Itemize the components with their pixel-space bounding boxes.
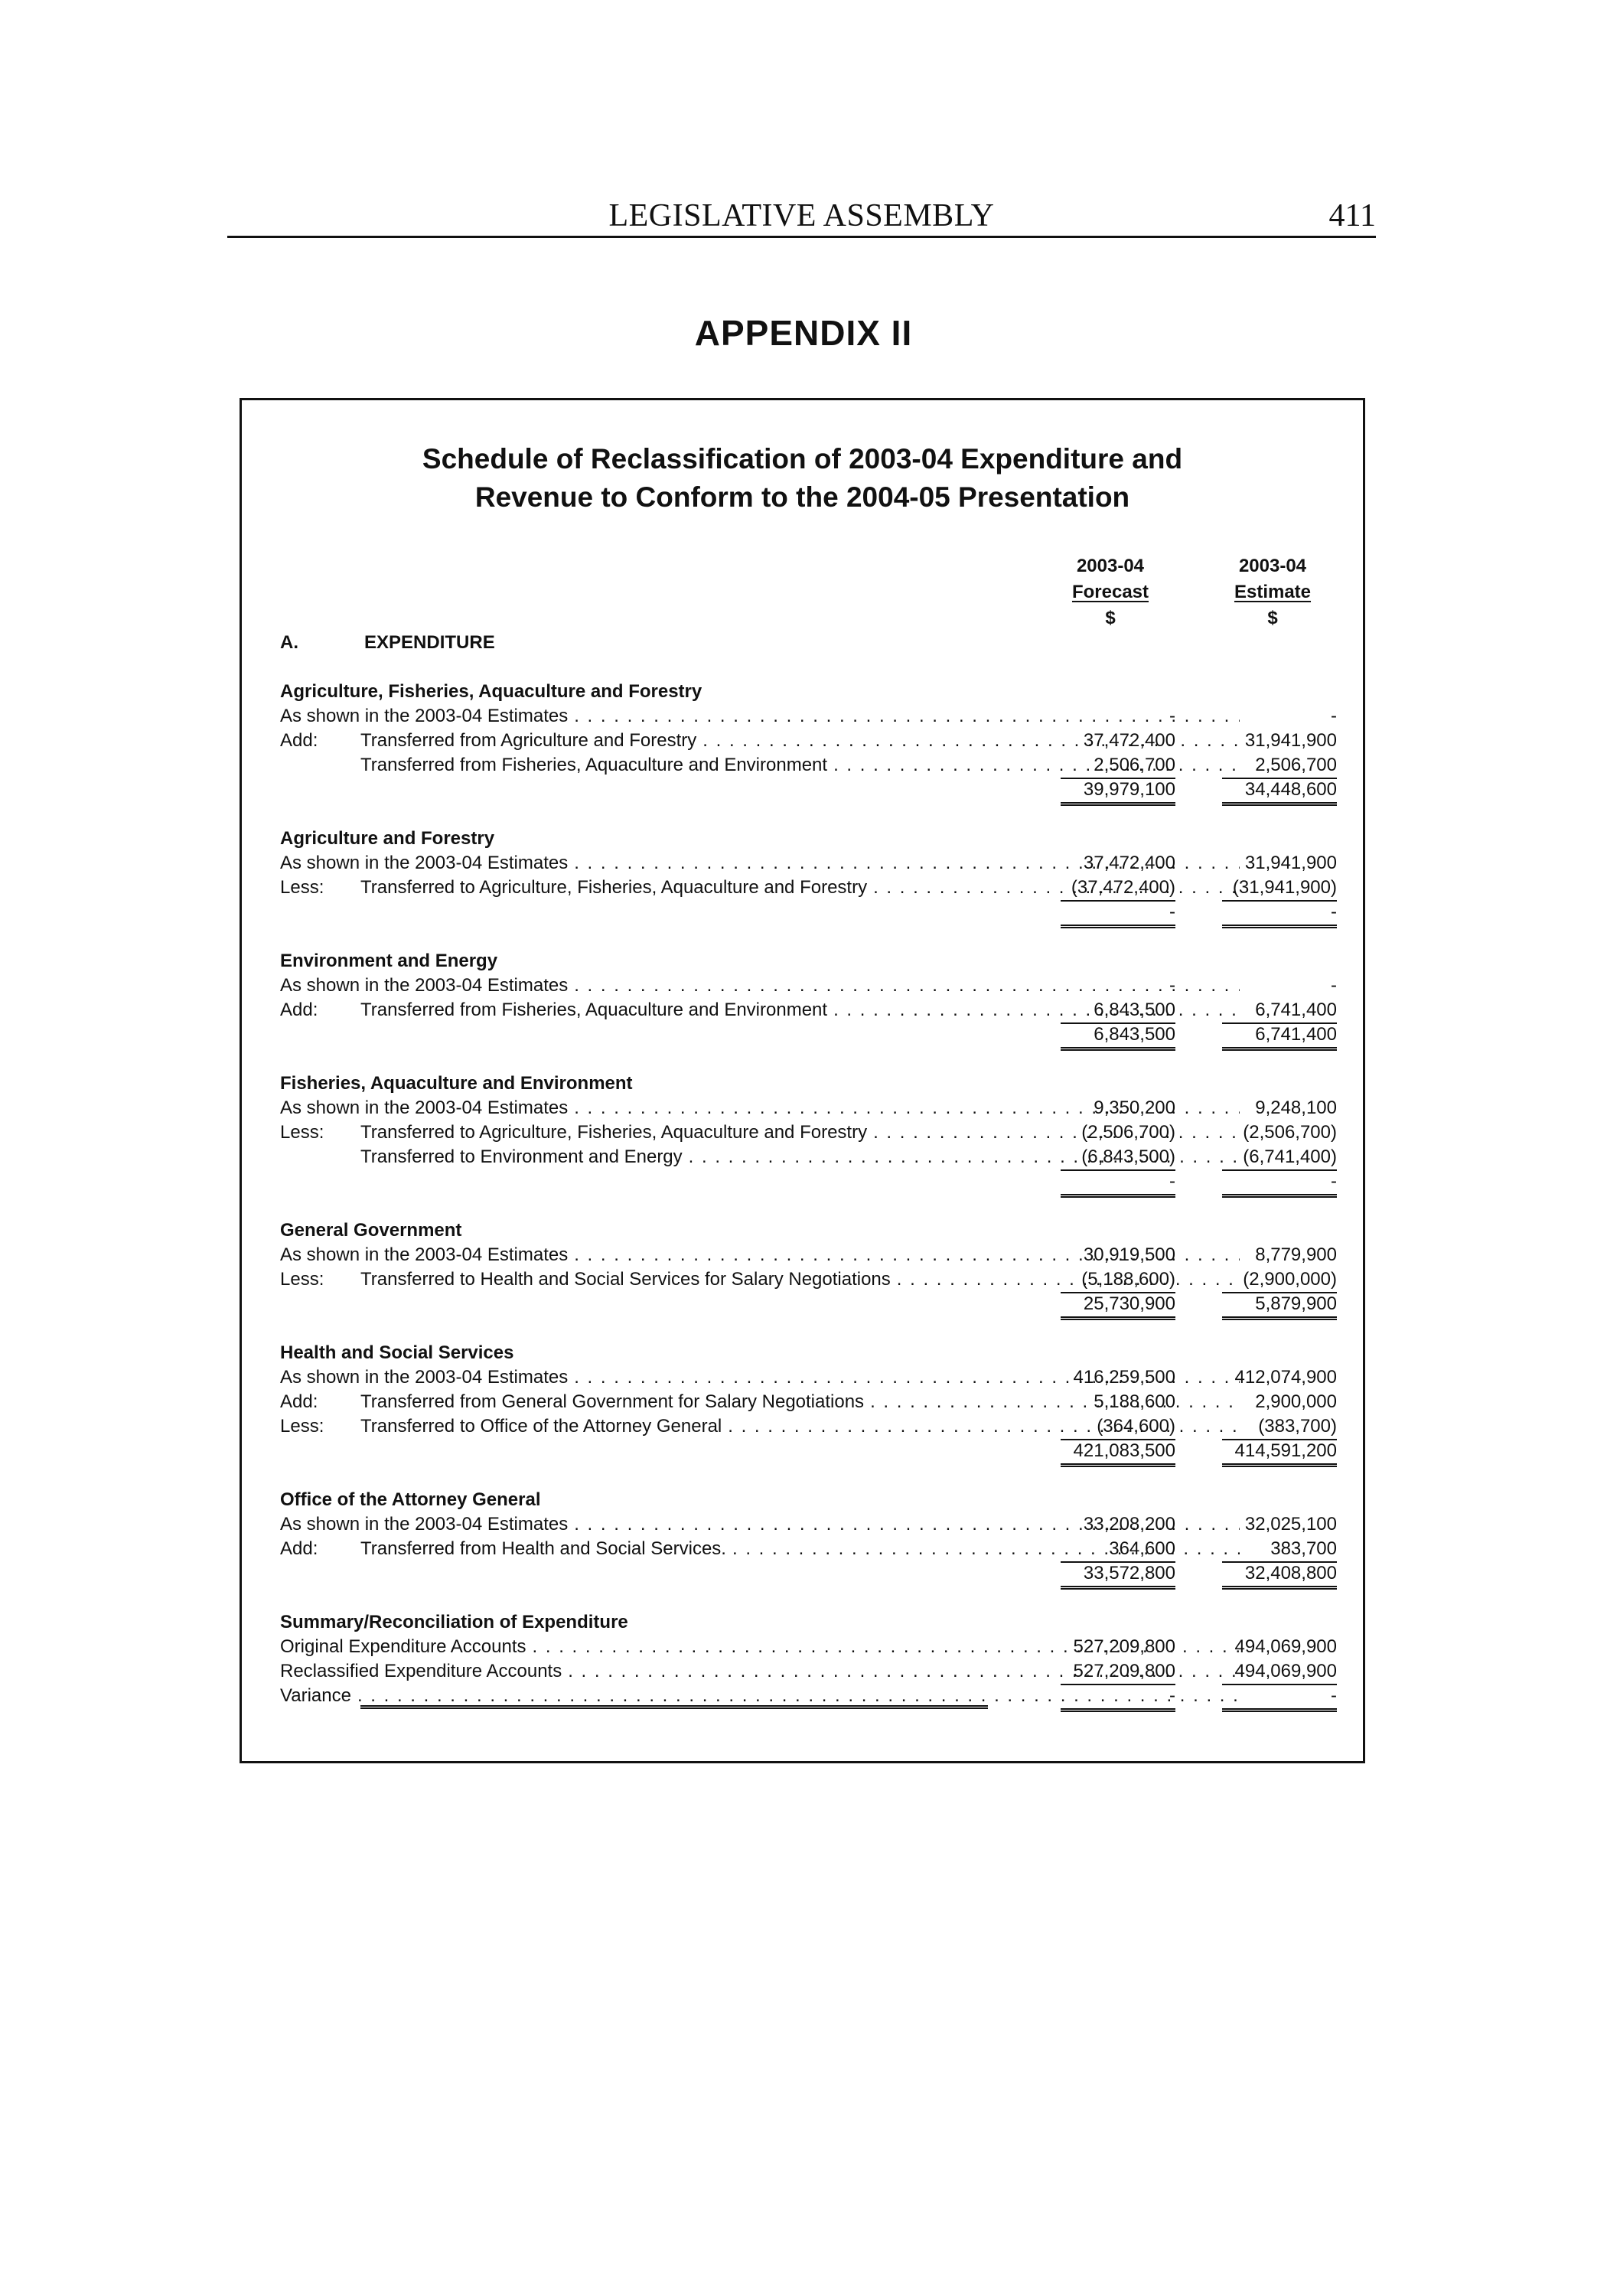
forecast-value: 5,188,600 <box>1094 1391 1175 1412</box>
schedule-section <box>280 1488 1351 1586</box>
table-row <box>280 1537 1351 1561</box>
schedule-box <box>240 398 1365 1763</box>
subtotal-row <box>280 1169 1351 1194</box>
table-row <box>280 1684 1351 1708</box>
table-row <box>280 998 1351 1022</box>
variance-rule <box>360 1705 988 1709</box>
forecast-value: 364,600 <box>1061 1537 1175 1563</box>
estimate-value: - <box>1331 706 1337 726</box>
row-label: Transferred from General Government for Salary Negotiations . . . <box>360 1390 1240 1414</box>
row-prefix: Less: <box>280 1416 324 1437</box>
section-heading: Agriculture, Fisheries, Aquaculture and Forestry <box>280 681 702 702</box>
forecast-value: 421,083,500 <box>1061 1439 1175 1467</box>
column-name: Estimate <box>1234 582 1312 602</box>
table-row <box>280 1512 1351 1537</box>
row-label: Transferred to Environment and Energy . . . <box>360 1145 1240 1169</box>
schedule-title <box>242 440 1363 517</box>
column-name: Forecast <box>1071 582 1149 602</box>
forecast-value: (2,506,700) <box>1081 1122 1175 1143</box>
estimate-value: 2,900,000 <box>1255 1391 1337 1412</box>
table-row <box>280 729 1351 753</box>
row-label: Transferred to Agriculture, Fisheries, Aquaculture and Forestry . . . <box>360 876 1240 900</box>
section-heading: Summary/Reconciliation of Expenditure <box>280 1612 628 1632</box>
section-heading: Fisheries, Aquaculture and Environment <box>280 1073 633 1094</box>
schedule-section <box>280 1218 1351 1316</box>
table-row <box>280 1659 1351 1684</box>
column-unit: $ <box>1267 608 1278 628</box>
row-label: Variance . . . <box>280 1684 1240 1708</box>
estimate-value: 494,069,900 <box>1234 1636 1337 1657</box>
table-row <box>280 1145 1351 1169</box>
forecast-value: (37,472,400) <box>1061 876 1175 902</box>
forecast-value: 37,472,400 <box>1083 853 1175 873</box>
schedule-section <box>280 680 1351 802</box>
forecast-value: 2,506,700 <box>1061 753 1175 779</box>
estimate-value: (2,506,700) <box>1243 1122 1337 1143</box>
subtotal-row <box>280 1292 1351 1316</box>
row-prefix: Add: <box>280 730 318 751</box>
estimate-value: 6,741,400 <box>1222 1022 1337 1051</box>
schedule-section <box>280 827 1351 925</box>
estimate-value: 414,591,200 <box>1222 1439 1337 1467</box>
row-prefix: Add: <box>280 1538 318 1559</box>
forecast-value: (6,843,500) <box>1061 1145 1175 1171</box>
section-heading: Office of the Attorney General <box>280 1489 541 1510</box>
estimate-value: - <box>1222 1169 1337 1198</box>
schedule-section <box>280 1610 1351 1708</box>
table-row <box>280 851 1351 876</box>
forecast-value: - <box>1061 900 1175 928</box>
estimate-value: 412,074,900 <box>1234 1367 1337 1388</box>
schedule-title-line1: Schedule of Reclassification of 2003-04 Expenditure and <box>422 443 1183 475</box>
forecast-value: 6,843,500 <box>1061 1022 1175 1051</box>
estimate-value: 31,941,900 <box>1244 853 1337 873</box>
table-row <box>280 753 1351 778</box>
subtotal-row <box>280 1439 1351 1463</box>
forecast-value: - <box>1169 975 1175 996</box>
estimate-value: 32,408,800 <box>1222 1561 1337 1590</box>
estimate-value: 494,069,900 <box>1222 1659 1337 1685</box>
page-number: 411 <box>1328 198 1376 233</box>
row-label: Transferred to Office of the Attorney General . . . <box>360 1414 1240 1439</box>
subtotal-row <box>280 900 1351 925</box>
schedule-rows <box>280 680 1351 1708</box>
row-label: As shown in the 2003-04 Estimates . . . <box>280 851 1240 876</box>
forecast-value: (364,600) <box>1061 1414 1175 1440</box>
section-heading: Agriculture and Forestry <box>280 828 495 849</box>
column-header-estimate <box>1208 553 1338 631</box>
forecast-value: 33,572,800 <box>1061 1561 1175 1590</box>
subtotal-row <box>280 778 1351 802</box>
table-row <box>280 974 1351 998</box>
table-row <box>280 704 1351 729</box>
column-header-forecast <box>1045 553 1175 631</box>
column-year: 2003-04 <box>1076 556 1145 576</box>
schedule-section <box>280 1071 1351 1194</box>
row-label: As shown in the 2003-04 Estimates . . . <box>280 974 1240 998</box>
row-label: As shown in the 2003-04 Estimates . . . <box>280 1512 1240 1537</box>
table-row <box>280 1414 1351 1439</box>
row-prefix: Add: <box>280 1391 318 1412</box>
estimate-value: 9,248,100 <box>1255 1097 1337 1118</box>
estimate-value: (6,741,400) <box>1222 1145 1337 1171</box>
forecast-value: 9,350,200 <box>1094 1097 1175 1118</box>
forecast-value: - <box>1061 1169 1175 1198</box>
estimate-value: 5,879,900 <box>1222 1292 1337 1320</box>
forecast-value: 416,259,500 <box>1073 1367 1175 1388</box>
estimate-value: 6,741,400 <box>1222 998 1337 1024</box>
forecast-value: 25,730,900 <box>1061 1292 1175 1320</box>
appendix-title: APPENDIX II <box>694 313 913 353</box>
row-label: Reclassified Expenditure Accounts . . . <box>280 1659 1240 1684</box>
subtotal-row <box>280 1561 1351 1586</box>
row-label: As shown in the 2003-04 Estimates . . . <box>280 1096 1240 1120</box>
forecast-value: 39,979,100 <box>1061 778 1175 806</box>
estimate-value: 34,448,600 <box>1222 778 1337 806</box>
row-label: Transferred from Health and Social Services. . . . <box>360 1537 1240 1561</box>
section-heading: Health and Social Services <box>280 1342 514 1363</box>
estimate-value: 383,700 <box>1222 1537 1337 1563</box>
forecast-value: 527,209,800 <box>1061 1659 1175 1685</box>
estimate-value: - <box>1222 900 1337 928</box>
row-label: Transferred to Health and Social Services for Salary Negotiations . . . <box>360 1267 1240 1292</box>
row-prefix: Add: <box>280 1000 318 1020</box>
row-prefix: Less: <box>280 1122 324 1143</box>
table-row <box>280 1635 1351 1659</box>
table-row <box>280 1365 1351 1390</box>
estimate-value: - <box>1331 975 1337 996</box>
estimate-value: (383,700) <box>1222 1414 1337 1440</box>
row-label: As shown in the 2003-04 Estimates . . . <box>280 1243 1240 1267</box>
forecast-value: 527,209,800 <box>1073 1636 1175 1657</box>
table-row <box>280 1096 1351 1120</box>
row-prefix: Less: <box>280 877 324 898</box>
column-unit: $ <box>1105 608 1116 628</box>
section-letter: A. <box>280 632 298 653</box>
estimate-value: (31,941,900) <box>1222 876 1337 902</box>
estimate-value: 2,506,700 <box>1222 753 1337 779</box>
forecast-value: - <box>1169 706 1175 726</box>
running-title: LEGISLATIVE ASSEMBLY <box>608 198 995 233</box>
estimate-value: 31,941,900 <box>1244 730 1337 751</box>
forecast-value: - <box>1061 1684 1175 1712</box>
table-row <box>280 876 1351 900</box>
schedule-section <box>280 949 1351 1047</box>
forecast-value: 33,208,200 <box>1083 1514 1175 1534</box>
schedule-section <box>280 1341 1351 1463</box>
table-row <box>280 1120 1351 1145</box>
column-year: 2003-04 <box>1238 556 1307 576</box>
estimate-value: 32,025,100 <box>1244 1514 1337 1534</box>
table-row <box>280 1243 1351 1267</box>
forecast-value: (5,188,600) <box>1061 1267 1175 1293</box>
row-label: Transferred from Agriculture and Forestry . . . <box>360 729 1240 753</box>
row-label: Original Expenditure Accounts . . . <box>280 1635 1240 1659</box>
section-title: EXPENDITURE <box>364 632 495 653</box>
section-heading: Environment and Energy <box>280 951 498 971</box>
running-head <box>227 196 1376 238</box>
row-label: As shown in the 2003-04 Estimates . . . <box>280 704 1240 729</box>
table-row <box>280 1267 1351 1292</box>
subtotal-row <box>280 1022 1351 1047</box>
forecast-value: 37,472,400 <box>1083 730 1175 751</box>
row-label: Transferred from Fisheries, Aquaculture and Environment . . . <box>360 998 1240 1022</box>
row-label: Transferred to Agriculture, Fisheries, Aquaculture and Forestry . . . <box>360 1120 1240 1145</box>
row-label: As shown in the 2003-04 Estimates . . . <box>280 1365 1240 1390</box>
estimate-value: (2,900,000) <box>1222 1267 1337 1293</box>
estimate-value: - <box>1222 1684 1337 1712</box>
estimate-value: 8,779,900 <box>1255 1244 1337 1265</box>
row-prefix: Less: <box>280 1269 324 1290</box>
forecast-value: 6,843,500 <box>1061 998 1175 1024</box>
section-heading: General Government <box>280 1220 462 1241</box>
row-label: Transferred from Fisheries, Aquaculture and Environment . . . <box>360 753 1240 778</box>
schedule-title-line2: Revenue to Conform to the 2004-05 Presentation <box>474 481 1130 513</box>
forecast-value: 30,919,500 <box>1083 1244 1175 1265</box>
table-row <box>280 1390 1351 1414</box>
